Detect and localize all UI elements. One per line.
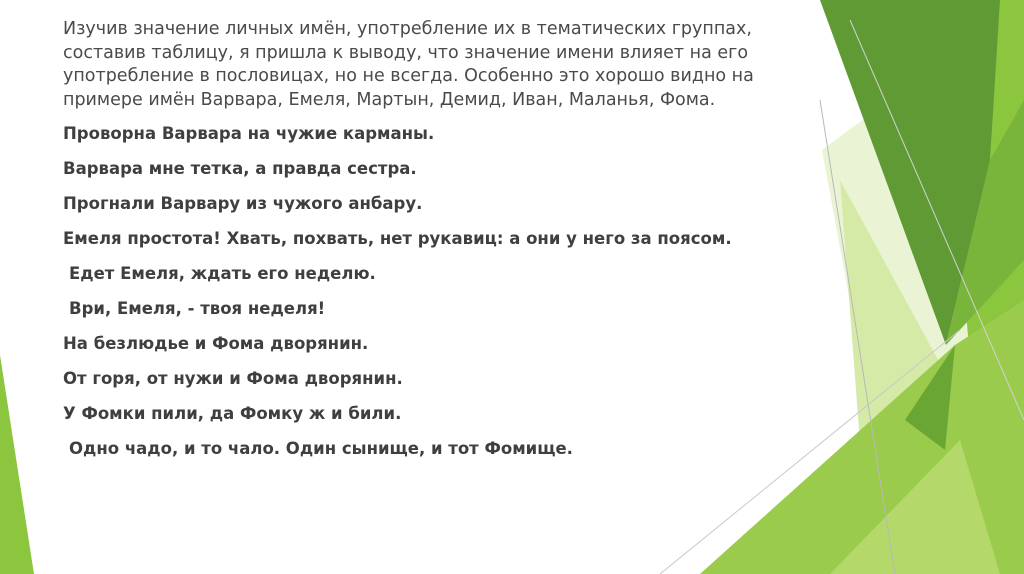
proverb-line: Ври, Емеля, - твоя неделя! [69, 299, 326, 318]
proverb-line: От горя, от нужи и Фома дворянин. [63, 369, 403, 388]
proverb-line: Емеля простота! Хвать, похвать, нет рукавиц: а они у него за поясом. [63, 229, 732, 248]
proverb-list [63, 124, 823, 459]
slide-content [63, 18, 823, 459]
proverb-line: У Фомки пили, да Фомку ж и били. [63, 404, 402, 423]
left-green-sliver [0, 355, 34, 574]
proverb-line: На безлюдье и Фома дворянин. [63, 334, 369, 353]
proverb-line: Едет Емеля, ждать его неделю. [69, 264, 376, 283]
proverb-line: Проворна Варвара на чужие карманы. [63, 124, 435, 143]
intro-paragraph: Изучив значение личных имён, употребление их в тематических группах, составив таблицу, я пришла к выводу, что значение имени влияет на его употребление в пословицах, но не всегда. Особенно это хорошо видно на примере имён Варвара, Емеля, Мартын, Демид, Иван, Маланья, Фома. [63, 19, 754, 110]
proverb-line: Варвара мне тетка, а правда сестра. [63, 159, 417, 178]
proverb-line: Прогнали Варвару из чужого анбару. [63, 194, 423, 213]
proverb-line: Одно чадо, и то чало. Один сынище, и тот Фомище. [69, 439, 573, 458]
